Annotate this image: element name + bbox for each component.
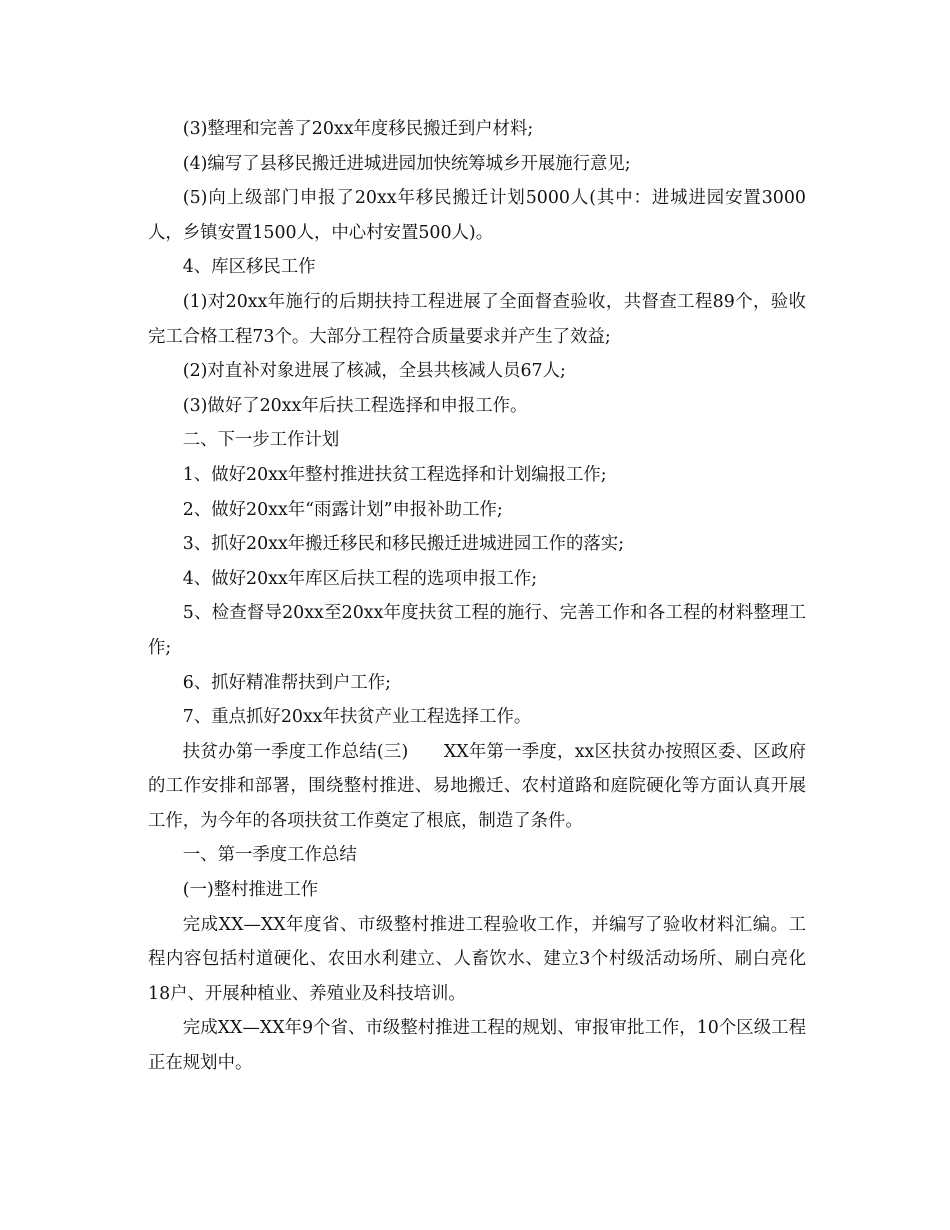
plan-item-4: 4、做好20xx年库区后扶工程的选项申报工作;	[182, 568, 538, 589]
subsection-heading-village-promotion: (一)整村推进工作	[182, 880, 319, 901]
plan-item-2: 2、做好20xx年“雨露计划”申报补助工作;	[182, 499, 503, 520]
document-body	[148, 112, 806, 1081]
plan-item-5: 5、检查督导20xx至20xx年度扶贫工程的施行、完善工作和各工程的材料整理工作;	[148, 603, 806, 658]
paragraph-2: (4)编写了县移民搬迁进城进园加快统筹城乡开展施行意见;	[182, 153, 631, 174]
paragraph-1: (3)整理和完善了20xx年度移民搬迁到户材料;	[182, 119, 534, 139]
plan-item-3: 3、抓好20xx年搬迁移民和移民搬迁进城进园工作的落实;	[182, 534, 625, 555]
paragraph-5: (1)对20xx年施行的后期扶持工程进展了全面督查验收，共督查工程89个，验收完工合格工程73个。大部分工程符合质量要求并产生了效益;	[148, 291, 806, 347]
paragraph-19: 完成XX—XX年度省、市级整村推进工程验收工作，并编写了验收材料汇编。工程内容包括村道硬化、农田水利建立、人畜饮水、建立3个村级活动场所、刷白亮化18户、开展种植业、养殖业及科技培训。	[148, 914, 806, 1004]
section-heading-q1-summary: 一、第一季度工作总结	[182, 845, 357, 866]
paragraph-7: (3)做好了20xx年后扶工程选择和申报工作。	[182, 395, 528, 416]
paragraph-20: 完成XX—XX年9个省、市级整村推进工程的规划、审报审批工作，10个区级工程正在规划中。	[148, 1018, 806, 1074]
section-heading-next-plan: 二、下一步工作计划	[182, 430, 340, 451]
plan-item-1: 1、做好20xx年整村推进扶贫工程选择和计划编报工作;	[182, 464, 607, 485]
section-heading-reservoir-migration: 4、库区移民工作	[182, 257, 316, 278]
summary-intro-paragraph: 扶贫办第一季度工作总结(三) XX年第一季度，xx区扶贫办按照区委、区政府的工作安排和部署，围绕整村推进、易地搬迁、农村道路和庭院硬化等方面认真开展工作，为今年的各项扶贫工作奠定了根底，制造了条件。	[148, 741, 806, 831]
plan-item-7: 7、重点抓好20xx年扶贫产业工程选择工作。	[182, 707, 532, 728]
paragraph-3: (5)向上级部门申报了20xx年移民搬迁计划5000人(其中：进城进园安置3000人，乡镇安置1500人，中心村安置500人)。	[148, 188, 806, 243]
paragraph-6: (2)对直补对象进展了核减，全县共核减人员67人;	[182, 361, 566, 382]
plan-item-6: 6、抓好精准帮扶到户工作;	[182, 672, 392, 693]
